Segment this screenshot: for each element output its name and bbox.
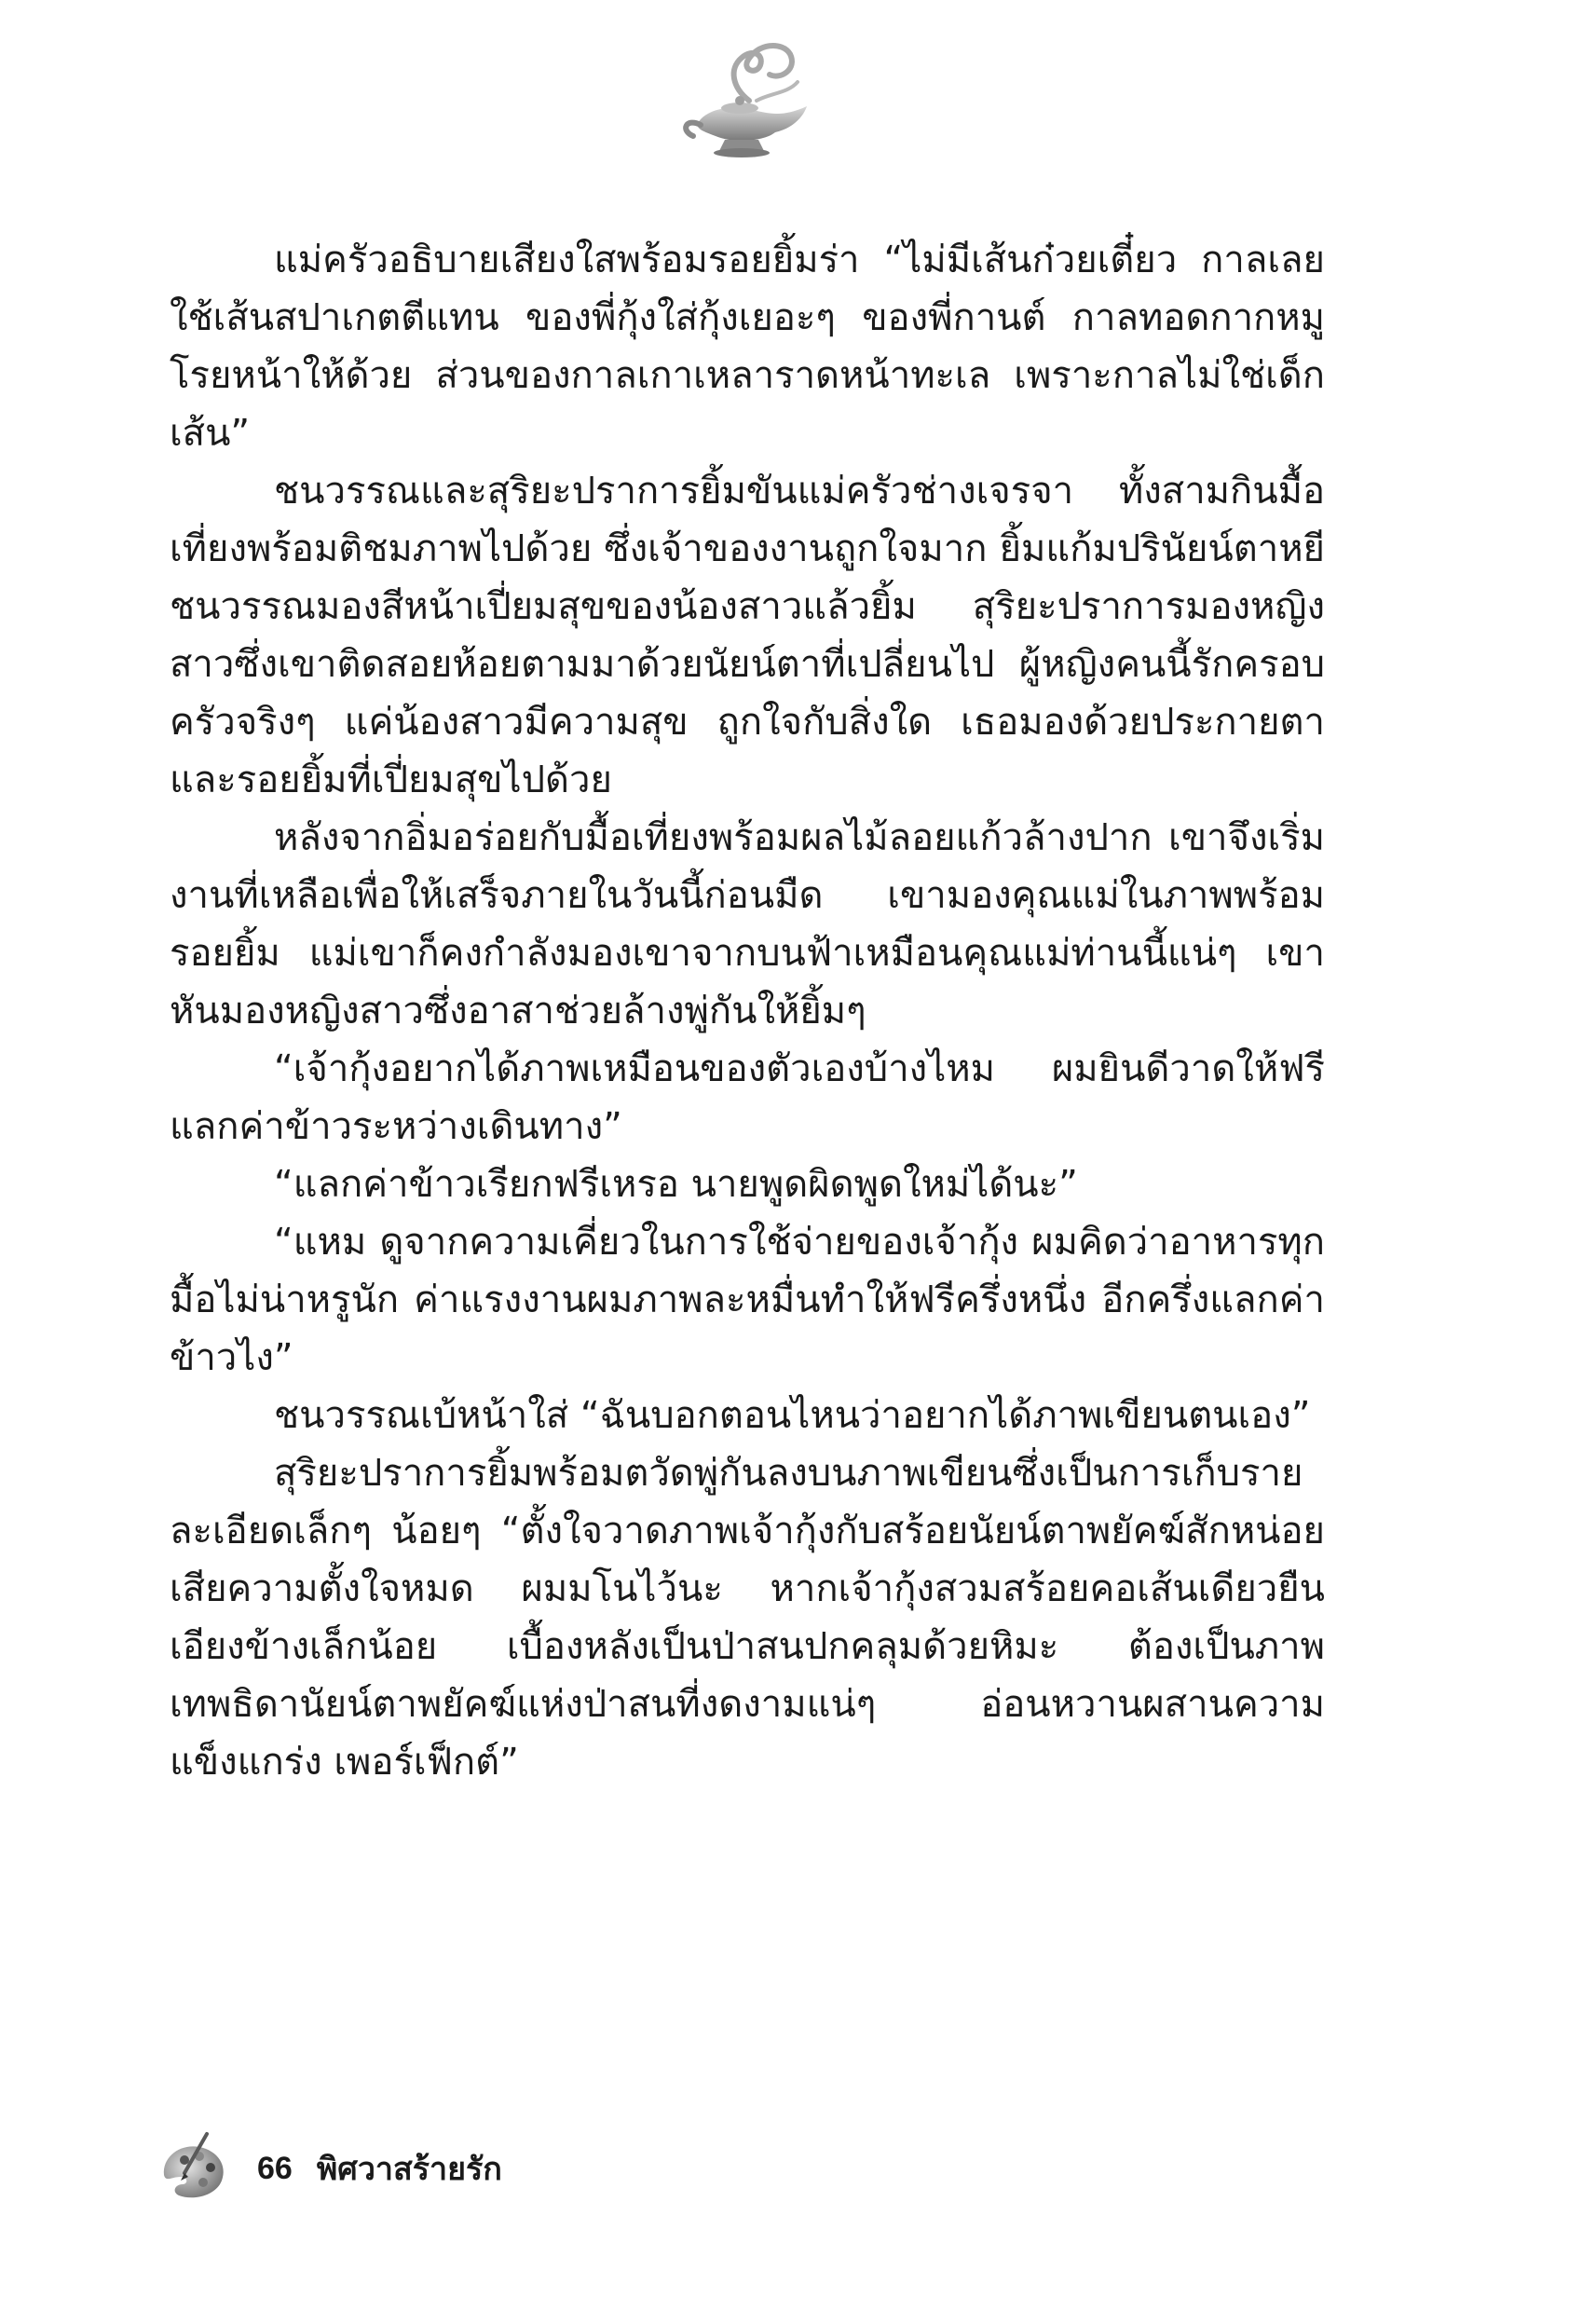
paragraph: “แลกค่าข้าวเรียกฟรีเหรอ นายพูดผิดพูดใหม่ได้นะ” xyxy=(274,1163,1078,1206)
page-footer xyxy=(157,2126,502,2210)
book-title: พิศวาสร้ายรัก xyxy=(316,2151,502,2188)
genie-lamp-icon xyxy=(667,28,825,168)
paragraph: “แหม ดูจากความเคี่ยวในการใช้จ่ายของเจ้ากุ้ง ผมคิดว่าอาหารทุกมื้อไม่น่าหรูนัก ค่าแรงงานผมภาพละหมื่นทำให้ฟรีครึ่งหนึ่ง อีกครึ่งแลกค่าข้าวไง” xyxy=(170,1221,1325,1379)
paragraph: ชนวรรณเบ้หน้าใส่ “ฉันบอกตอนไหนว่าอยากได้ภาพเขียนตนเอง” xyxy=(274,1394,1311,1437)
paragraph: หลังจากอิ่มอร่อยกับมื้อเที่ยงพร้อมผลไม้ลอยแก้วล้างปาก เขาจึงเริ่มงานที่เหลือเพื่อให้เสร็จภายในวันนี้ก่อนมืด เขามองคุณแม่ในภาพพร้อมรอยยิ้ม แม่เขาก็คงกำลังมองเขาจากบนฟ้าเหมือนคุณแม่ท่านนี้แน่ๆ เขาหันมองหญิงสาวซึ่งอาสาช่วยล้างพู่กันให้ยิ้มๆ xyxy=(170,816,1325,1032)
paragraph: แม่ครัวอธิบายเสียงใสพร้อมรอยยิ้มร่า “ไม่มีเส้นก๋วยเตี๋ยว กาลเลยใช้เส้นสปาเกตตีแทน ของพี่กุ้งใส่กุ้งเยอะๆ ของพี่กานต์ กาลทอดกากหมูโรยหน้าให้ด้วย ส่วนของกาลเกาเหลาราดหน้าทะเล เพราะกาลไม่ใช่เด็กเส้น” xyxy=(170,239,1325,455)
paragraph: ชนวรรณและสุริยะปราการยิ้มขันแม่ครัวช่างเจรจา ทั้งสามกินมื้อเที่ยงพร้อมติชมภาพไปด้วย ซึ่งเจ้าของงานถูกใจมาก ยิ้มแก้มปรินัยน์ตาหยี ชนวรรณมองสีหน้าเปี่ยมสุขของน้องสาวแล้วยิ้ม สุริยะปราการมองหญิงสาวซึ่งเขาติดสอยห้อยตามมาด้วยนัยน์ตาที่เปลี่ยนไป ผู้หญิงคนนี้รักครอบครัวจริงๆ แค่น้องสาวมีความสุข ถูกใจกับสิ่งใด เธอมองด้วยประกายตาและรอยยิ้มที่เปี่ยมสุขไปด้วย xyxy=(170,470,1325,801)
paint-palette-icon xyxy=(157,2130,233,2207)
page-number: 66 xyxy=(257,2150,293,2186)
paragraph: “เจ้ากุ้งอยากได้ภาพเหมือนของตัวเองบ้างไหม ผมยินดีวาดให้ฟรีแลกค่าข้าวระหว่างเดินทาง” xyxy=(170,1047,1325,1148)
body-text xyxy=(170,231,1325,1791)
paragraph: สุริยะปราการยิ้มพร้อมตวัดพู่กันลงบนภาพเขียนซึ่งเป็นการเก็บรายละเอียดเล็กๆ น้อยๆ “ตั้งใจวาดภาพเจ้ากุ้งกับสร้อยนัยน์ตาพยัคฆ์สักหน่อย เสียความตั้งใจหมด ผมมโนไว้นะ หากเจ้ากุ้งสวมสร้อยคอเส้นเดียวยืนเอียงข้างเล็กน้อย เบื้องหลังเป็นป่าสนปกคลุมด้วยหิมะ ต้องเป็นภาพเทพธิดานัยน์ตาพยัคฆ์แห่งป่าสนที่งดงามแน่ๆ อ่อนหวานผสานความแข็งแกร่ง เพอร์เฟ็กต์” xyxy=(170,1452,1325,1784)
